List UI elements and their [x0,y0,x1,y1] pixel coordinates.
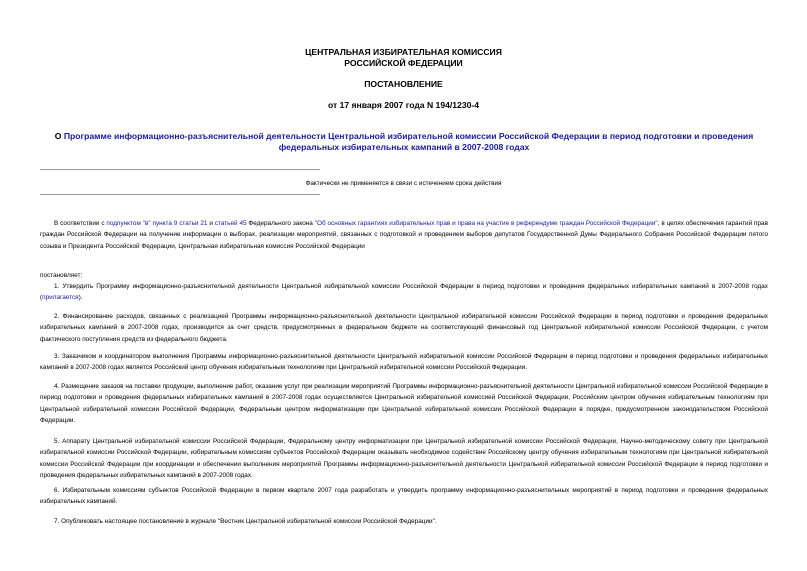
divider-bottom [40,194,320,195]
document-date-number: от 17 января 2007 года N 194/1230-4 [327,100,480,110]
program-link[interactable]: Программе информационно-разъяснительной деятельности Центральной избирательной комиссии Российской Федерации в период подготовки и проведения федеральных избирательных кампаний в 2007-2008 годах [63,131,754,152]
item-4: 4. Размещение заказов на поставки продукции, выполнение работ, оказание услуг при реализации мероприятий Программы информационно-разъяснительной деятельности Центральной избирательной комиссии Российской Федерации в период подготовки и проведения федеральных избирательных кампаний в 2007-2008 годах осуществляется Центральной избирательной комиссией Российской Федерации, Российским центром обучения избирательным технологиям при Центральной избирательной комиссии Российской Федерации, Федеральным центром информатизации при Центральной избирательной комиссии Российской Федерации в порядке, предусмотренном законодательством Российской Федерации. [40,383,768,424]
item-3: 3. Заказчиком и координатором выполнения Программы информационно-разъяснительной деятельности Центральной избирательной комиссии Российской Федерации в период подготовки и проведения федеральных избирательных кампаний в 2007-2008 годах является Российский центр обучения избирательным технологиям при Центральной избирательной комиссии Российской Федерации. [40,353,768,372]
document-title [40,131,768,153]
preamble-text-2: и [207,220,215,227]
item-1-end: ). [78,294,83,302]
item-2: 2. Финансирование расходов, связанных с реализацией Программы информационно-разъяснительной деятельности Центральной избирательной комиссии Российской Федерации в период подготовки и проведения федеральных избирательных кампаний в 2007-2008 годах, производится за счет средств, предусмотренных в федеральном бюджете на соответствующий финансовый год Центральной избирательной комиссии Российской Федерации, с учетом фактического поступления средств из федерального бюджета. [40,313,768,343]
law-article-link-2[interactable]: статьей 45 [214,220,247,227]
issuer-line-2: РОССИЙСКОЙ ФЕДЕРАЦИИ [344,58,463,68]
preamble-paragraph [40,218,768,252]
preamble-text-3: Федерального закона [246,220,315,227]
preamble-text-1: В соответствии с [54,220,107,227]
federal-law-link[interactable]: "Об основных гарантиях избирательных прав и права на участие в референдуме граждан Российской Федерации" [314,220,658,227]
preamble-text-4: , в целях обеспечения гарантий прав граждан Российской Федерации на получение информации о выборах, реализации мероприятий, связанных с подготовкой и проведением выборов депутатов Государственной Думы Федерального Собрания Российской Федерации пятого созыва и Президента Российской Федерации, Центральная избирательная комиссия Российской Федерации [40,220,769,250]
divider-top [40,169,320,170]
document-type: ПОСТАНОВЛЕНИЕ [364,79,443,89]
appendix-link[interactable]: прилагается [42,294,79,302]
title-prefix: О [54,131,64,141]
law-article-link-1[interactable]: подпунктом "в" пункта 9 статьи 21 [106,220,208,227]
item-1 [40,281,768,304]
item-7: 7. Опубликовать настоящее постановление в журнале "Вестник Центральной избирательной комиссии Российской Федерации". [54,518,437,525]
status-note: Фактически не применяется в связи с истечением срока действия [305,180,502,187]
item-5: 5. Аппарату Центральной избирательной комиссии Российской Федерации, Федеральному центру информатизации при Центральной избирательной комиссии Российской Федерации, Научно-методическому совету при Центральной избирательной комиссии Российской Федерации, избирательным комиссиям субъектов Российской Федерации оказывать необходимое содействие Российскому центру обучения избирательным технологиям при Центральной избирательной комиссии Российской Федерации при координации и обеспечении выполнения мероприятий Программы информационно-разъяснительной деятельности Центральной избирательной комиссии Российской Федерации в период подготовки и проведения федеральных избирательных кампаний в 2007-2008 годах. [40,438,768,479]
item-6: 6. Избирательным комиссиям субъектов Российской Федерации в первом квартале 2007 года разработать и утвердить программу информационно-разъяснительных мероприятий в период подготовки и проведения федеральных избирательных кампаний. [40,487,768,506]
issuer-line-1: ЦЕНТРАЛЬНАЯ ИЗБИРАТЕЛЬНАЯ КОМИССИЯ [305,47,502,57]
item-1-text: 1. Утвердить Программу информационно-разъяснительной деятельности Центральной избирательной комиссии Российской Федерации в период подготовки и проведения федеральных избирательных кампаний в 2007-2008 годах ( [40,283,768,302]
resolves-label: постановляет: [40,272,83,279]
